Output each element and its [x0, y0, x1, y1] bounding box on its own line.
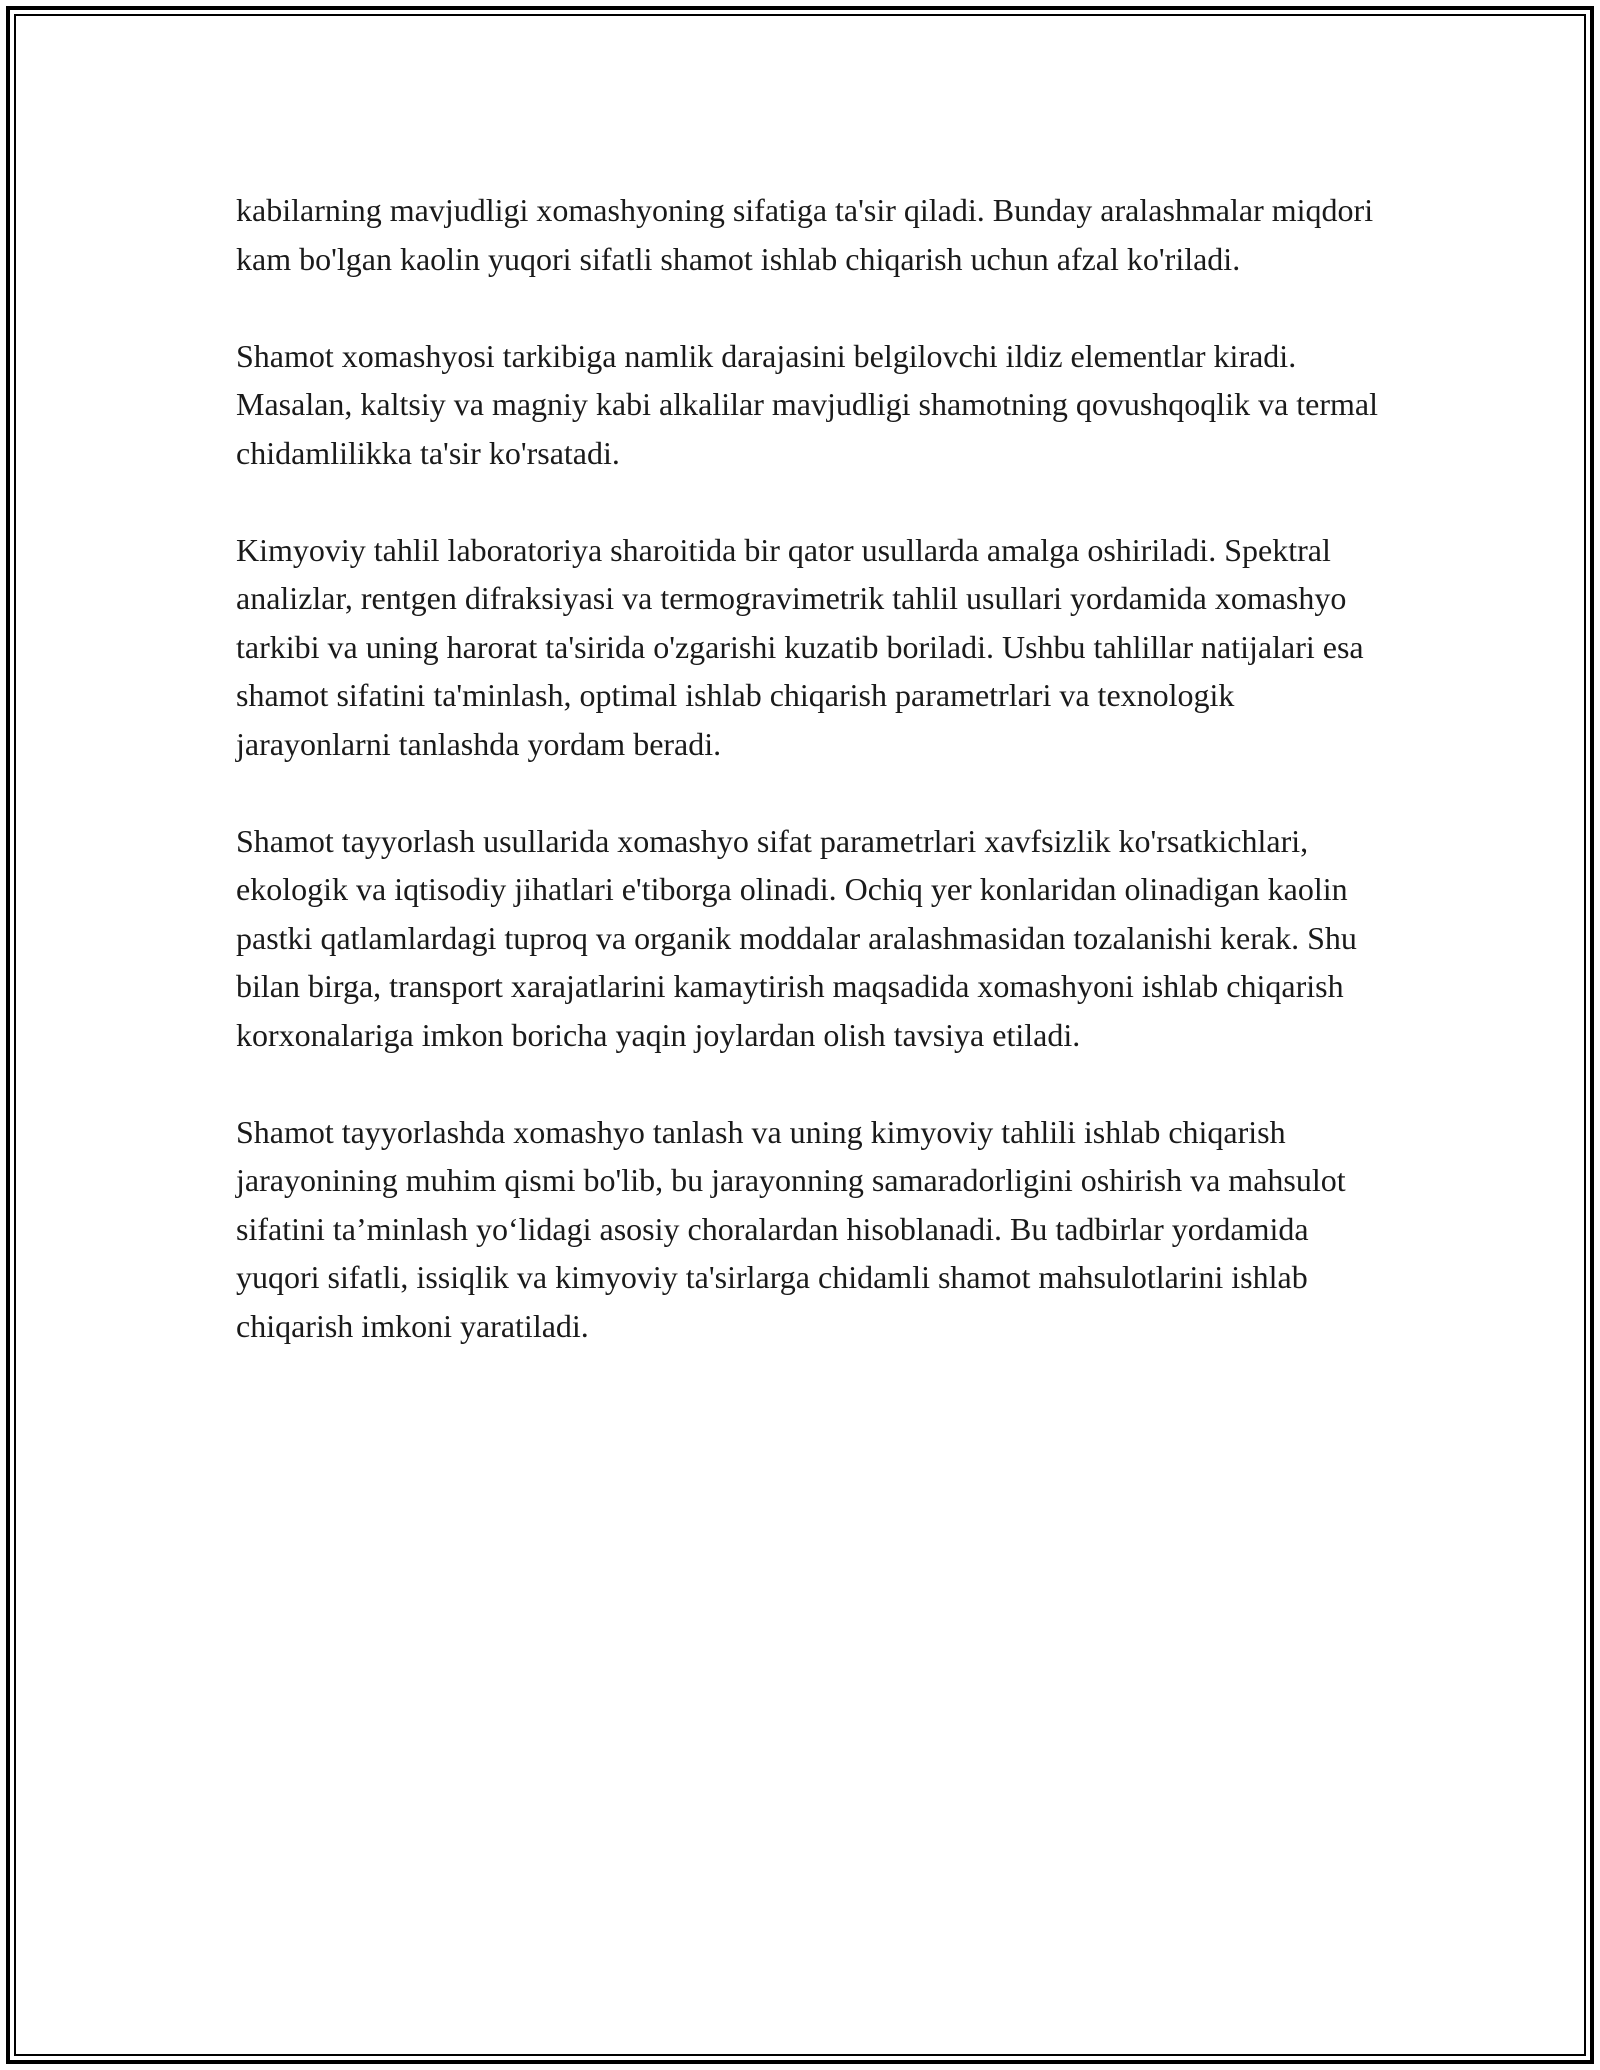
paragraph-3: Kimyoviy tahlil laboratoriya sharoitida bir qator usullarda amalga oshiriladi. Spektral analizlar, rentgen difraksiyasi va termogravimetrik tahlil usullari yordamida xomashyo tarkibi va uning harorat ta'sirida o'zgarishi kuzatib boriladi. Ushbu tahlillar natijalari esa shamot sifatini ta'minlash, optimal ishlab chiqarish parametrlari va texnologik jarayonlarni tanlashda yordam beradi. [236, 531, 1364, 762]
document-body [236, 186, 1386, 1399]
paragraph-1: kabilarning mavjudligi xomashyoning sifatiga ta'sir qiladi. Bunday aralashmalar miqdori kam bo'lgan kaolin yuqori sifatli shamot ishlab chiqarish uchun afzal ko'riladi. [236, 192, 1374, 277]
paragraph-5: Shamot tayyorlashda xomashyo tanlash va uning kimyoviy tahlili ishlab chiqarish jarayonining muhim qismi bo'lib, bu jarayonning samaradorligini oshirish va mahsulot sifatini ta’minlash yo‘lidagi asosiy choralardan hisoblanadi. Bu tadbirlar yordamida yuqori sifatli, issiqlik va kimyoviy ta'sirlarga chidamli shamot mahsulotlarini ishlab chiqarish imkoni yaratiladi. [236, 1113, 1346, 1344]
paragraph-2: Shamot xomashyosi tarkibiga namlik darajasini belgilovchi ildiz elementlar kiradi. Masalan, kaltsiy va magniy kabi alkalilar mavjudligi shamotning qovushqoqlik va termal chidamlilikka ta'sir ko'rsatadi. [236, 337, 1378, 471]
paragraph-4: Shamot tayyorlash usullarida xomashyo sifat parametrlari xavfsizlik ko'rsatkichlari, ekologik va iqtisodiy jihatlari e'tiborga olinadi. Ochiq yer konlaridan olinadigan kaolin pastki qatlamlardagi tuproq va organik moddalar aralashmasidan tozalanishi kerak. Shu bilan birga, transport xarajatlarini kamaytirish maqsadida xomashyoni ishlab chiqarish korxonalariga imkon boricha yaqin joylardan olish tavsiya etiladi. [236, 822, 1357, 1053]
